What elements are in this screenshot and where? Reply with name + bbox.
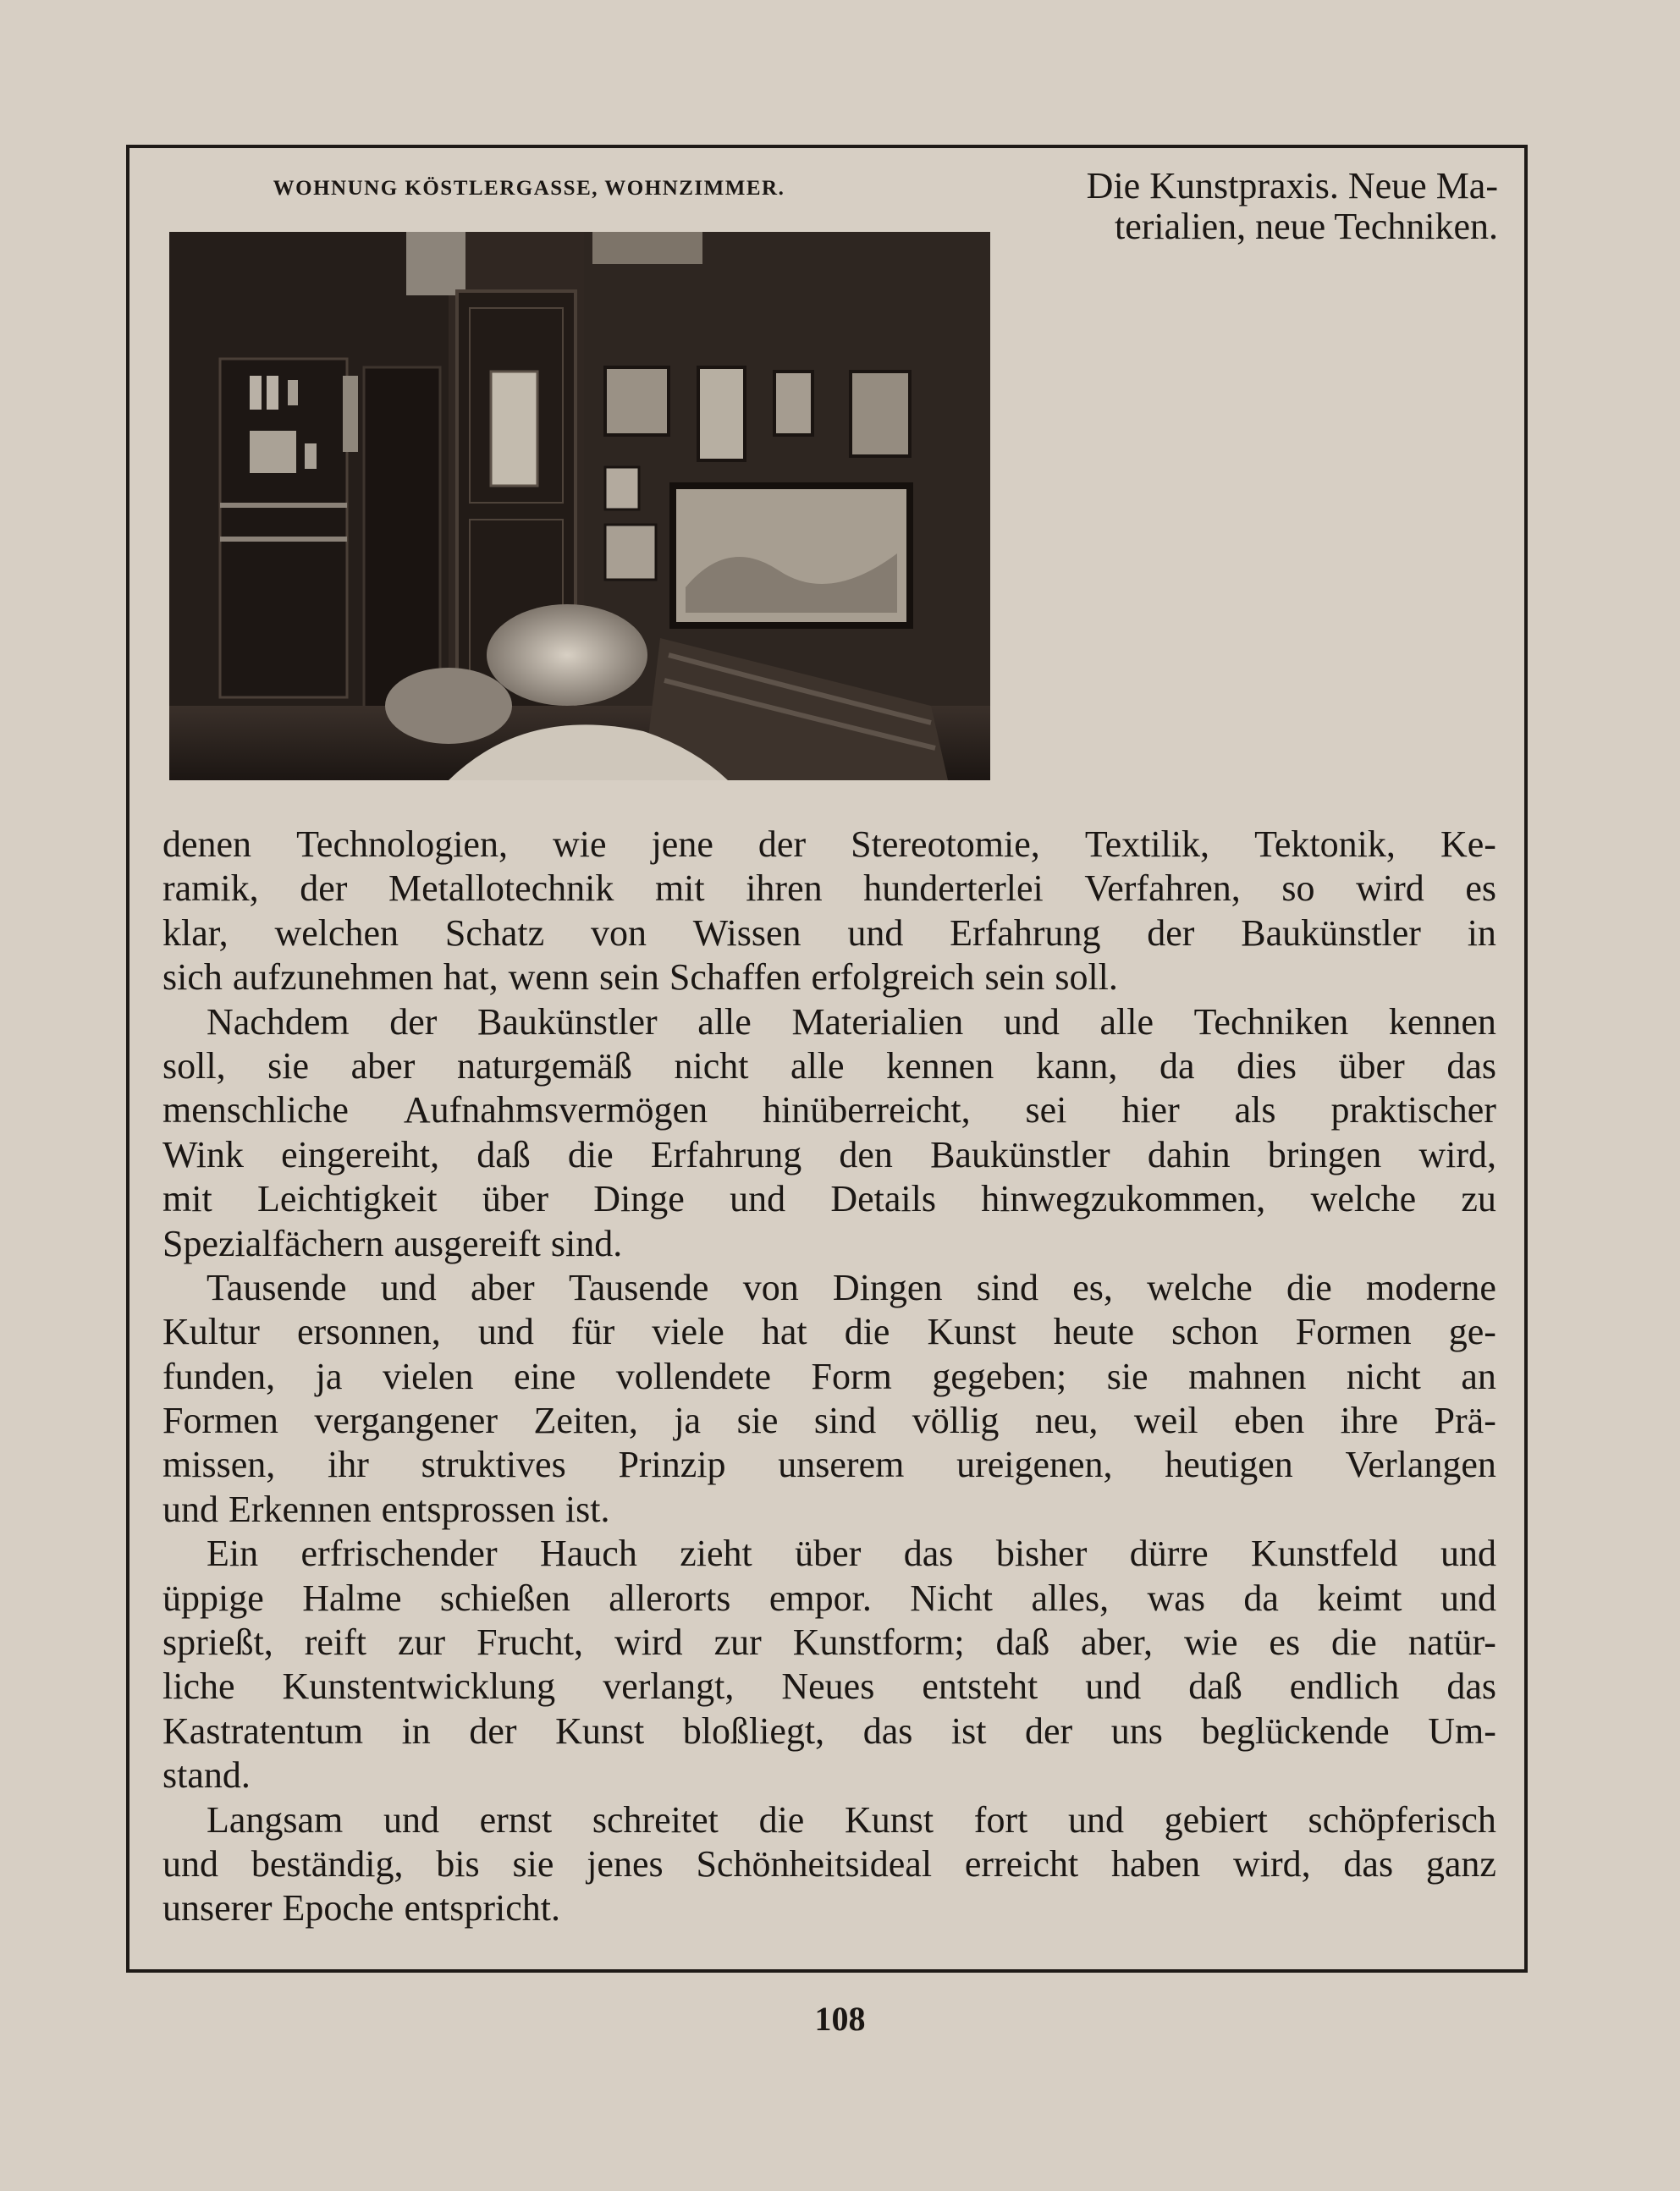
marginal-note xyxy=(973,166,1498,247)
text-line: Ein erfrischender Hauch zieht über das bisher dürre Kunstfeld und xyxy=(207,1533,1496,1575)
text-line: missen, ihr struktives Prinzip unserem ureigenen, heutigen Verlangen xyxy=(162,1444,1496,1486)
text-line: funden, ja vielen eine vollendete Form gegeben; sie mahnen nicht an xyxy=(162,1355,1496,1397)
paragraph xyxy=(162,1532,1496,1797)
paragraph xyxy=(162,823,1496,1000)
text-line: Kultur ersonnen, und für viele hat die Kunst heute schon Formen ge- xyxy=(162,1311,1496,1353)
text-line: soll, sie aber naturgemäß nicht alle kennen kann, da dies über das xyxy=(162,1044,1496,1087)
text-line: und Erkennen entsprossen ist. xyxy=(162,1488,610,1530)
photo-caption: WOHNUNG KÖSTLERGASSE, WOHNZIMMER. xyxy=(273,177,785,200)
text-line: unserer Epoche entspricht. xyxy=(162,1887,560,1930)
body-text xyxy=(162,823,1496,1931)
text-line: und beständig, bis sie jenes Schönheitsideal erreicht haben wird, das ganz xyxy=(162,1842,1496,1885)
text-line: Langsam und ernst schreitet die Kunst fort und gebiert schöpferisch xyxy=(207,1798,1496,1841)
page-number: 108 xyxy=(814,2000,866,2038)
text-line: sich aufzunehmen hat, wenn sein Schaffen erfolgreich sein soll. xyxy=(162,956,1118,999)
text-line: menschliche Aufnahmsvermögen hinüberreicht, sei hier als praktischer xyxy=(162,1089,1496,1131)
text-line: klar, welchen Schatz von Wissen und Erfahrung der Baukünstler in xyxy=(162,911,1496,954)
text-line: Tausende und aber Tausende von Dingen sind es, welche die moderne xyxy=(207,1266,1496,1308)
text-line: Spezialfächern ausgereift sind. xyxy=(162,1222,623,1264)
interior-photo-illustration xyxy=(169,232,990,780)
text-line: liche Kunstentwicklung verlangt, Neues entsteht und daß endlich das xyxy=(162,1665,1496,1708)
marginal-note-line: terialien, neue Techniken. xyxy=(1114,206,1498,247)
text-line: Wink eingereiht, daß die Erfahrung den Baukünstler dahin bringen wird, xyxy=(162,1133,1496,1175)
paragraph xyxy=(162,1266,1496,1532)
marginal-note-line: Die Kunstpraxis. Neue Ma- xyxy=(1086,165,1498,206)
text-line: mit Leichtigkeit über Dinge und Details hinwegzukommen, welche zu xyxy=(162,1178,1496,1220)
text-line: Formen vergangener Zeiten, ja sie sind völlig neu, weil eben ihre Prä- xyxy=(162,1400,1496,1442)
text-line: Kastratentum in der Kunst bloßliegt, das ist der uns beglückende Um- xyxy=(162,1709,1496,1752)
paragraph xyxy=(162,1798,1496,1931)
text-line: sprießt, reift zur Frucht, wird zur Kunstform; daß aber, wie es die natür- xyxy=(162,1621,1496,1664)
text-line: denen Technologien, wie jene der Stereotomie, Textilik, Tektonik, Ke- xyxy=(162,823,1496,865)
text-line: Nachdem der Baukünstler alle Materialien und alle Techniken kennen xyxy=(207,1000,1496,1043)
text-line: üppige Halme schießen allerorts empor. Nicht alles, was da keimt und xyxy=(162,1577,1496,1619)
paragraph xyxy=(162,1000,1496,1266)
text-line: stand. xyxy=(162,1754,251,1797)
text-line: ramik, der Metallotechnik mit ihren hunderterlei Verfahren, so wird es xyxy=(162,867,1496,910)
interior-photograph xyxy=(169,232,990,780)
